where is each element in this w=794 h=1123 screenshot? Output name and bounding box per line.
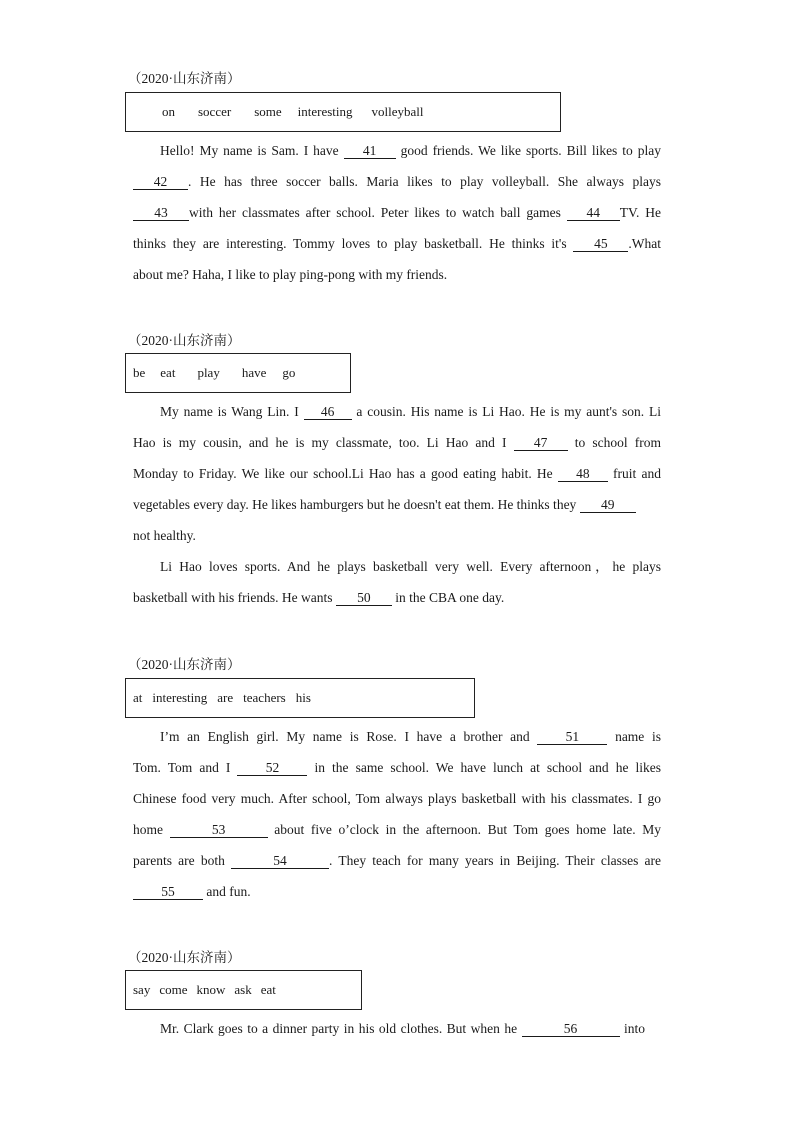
word-bank-item: know: [196, 982, 226, 997]
answer-blank-46[interactable]: 46: [304, 404, 352, 420]
passage-line: [133, 197, 661, 228]
word-bank-item: volleyball: [371, 104, 424, 119]
passage-line: [133, 259, 661, 290]
passage-text-run: . He has three soccer balls. Maria likes to play volleyball. She always plays: [188, 174, 661, 189]
passage-text-run: home: [133, 822, 170, 837]
passage-text-run: and fun.: [203, 884, 251, 899]
passage-text-run: TV. He: [619, 205, 661, 220]
passage-text-run: Tom. Tom and I: [133, 760, 238, 775]
source-label: （2020·山东济南）: [128, 71, 241, 86]
answer-blank-43[interactable]: 43: [133, 205, 189, 221]
passage-line: [133, 752, 661, 783]
passage-text: [133, 1013, 645, 1044]
passage-line: [133, 228, 661, 259]
passage-text-run: Mr. Clark goes to a dinner party in his old clothes. But when he: [160, 1021, 522, 1036]
answer-blank-48[interactable]: 48: [558, 466, 608, 482]
passage-text-run: .What: [628, 236, 661, 251]
passage-text-run: not healthy.: [133, 528, 196, 543]
passage-text-run: in the same school. We have lunch at school and he likes: [307, 760, 661, 775]
answer-blank-50[interactable]: 50: [336, 590, 392, 606]
passage-text-run: Hello! My name is Sam. I have: [160, 143, 344, 158]
answer-blank-44[interactable]: 44: [567, 205, 620, 221]
passage-text-run: parents are both: [133, 853, 232, 868]
passage-text: [133, 396, 661, 613]
answer-blank-52[interactable]: 52: [237, 760, 307, 776]
passage-line: [133, 1013, 645, 1044]
word-bank-item: have: [241, 365, 267, 380]
word-bank-item: interesting: [152, 690, 208, 705]
passage-text-run: My name is Wang Lin. I: [160, 404, 304, 419]
word-bank-item: ask: [234, 982, 252, 997]
passage-text-run: vegetables every day. He likes hamburgers but he doesn't eat them. He thinks they: [133, 497, 580, 512]
passage-text-run: I’m an English girl. My name is Rose. I have a brother and: [160, 729, 538, 744]
passage-line: [133, 520, 661, 551]
answer-blank-51[interactable]: 51: [537, 729, 607, 745]
word-bank-box: [125, 353, 351, 393]
passage-line: [133, 814, 661, 845]
word-bank-item: eat: [260, 982, 276, 997]
word-bank-item: interesting: [297, 104, 353, 119]
passage-text-run: thinks they are interesting. Tommy loves to play basketball. He thinks it's: [133, 236, 574, 251]
word-bank-item: at: [133, 690, 143, 705]
word-bank-item: eat: [160, 365, 176, 380]
word-bank-item: come: [159, 982, 188, 997]
passage-text-run: to school from: [567, 435, 662, 450]
answer-blank-55[interactable]: 55: [133, 884, 203, 900]
passage-text-run: in the CBA one day.: [391, 590, 505, 605]
passage-line: [133, 721, 661, 752]
passage-line: [133, 876, 661, 907]
passage-text-run: . They teach for many years in Beijing. Their classes are: [329, 853, 661, 868]
answer-blank-42[interactable]: 42: [133, 174, 188, 190]
answer-blank-47[interactable]: 47: [514, 435, 568, 451]
passage-line: [133, 166, 661, 197]
passage-text-run: into: [619, 1021, 645, 1036]
passage-text-run: basketball with his friends. He wants: [133, 590, 336, 605]
word-bank-item: some: [254, 104, 282, 119]
passage-text-run: Li Hao loves sports. And he plays basketball very well. Every afternoon，he plays: [160, 559, 661, 574]
passage-text-run: Monday to Friday. We like our school.Li Hao has a good eating habit. He: [133, 466, 558, 481]
word-bank-item: go: [282, 365, 296, 380]
passage-text: [133, 721, 661, 907]
word-bank-item: his: [295, 690, 311, 705]
word-bank-item: soccer: [198, 104, 232, 119]
answer-blank-45[interactable]: 45: [573, 236, 628, 252]
word-bank-item: teachers: [243, 690, 286, 705]
word-bank-box: [125, 678, 475, 718]
word-bank-item: are: [217, 690, 234, 705]
passage-text-run: fruit and: [607, 466, 661, 481]
word-bank-item: be: [133, 365, 146, 380]
passage-text-run: with her classmates after school. Peter likes to watch ball games: [189, 205, 567, 220]
word-bank-box: [125, 970, 362, 1010]
passage-line: [133, 396, 661, 427]
passage-line: [133, 783, 661, 814]
answer-blank-54[interactable]: 54: [231, 853, 329, 869]
answer-blank-53[interactable]: 53: [170, 822, 268, 838]
word-bank-item: on: [162, 104, 175, 119]
source-label: （2020·山东济南）: [128, 333, 241, 348]
word-bank-item: say: [133, 982, 151, 997]
passage-text-run: about me? Haha, I like to play ping-pong with my friends.: [133, 267, 448, 282]
word-bank-item: play: [197, 365, 220, 380]
answer-blank-49[interactable]: 49: [580, 497, 636, 513]
passage-text-run: name is: [607, 729, 661, 744]
passage-text-run: Hao is my cousin, and he is my classmate, too. Li Hao and I: [133, 435, 514, 450]
passage-line: [133, 135, 661, 166]
passage-line: [133, 551, 661, 582]
answer-blank-41[interactable]: 41: [344, 143, 396, 159]
passage-text-run: a cousin. His name is Li Hao. He is my aunt's son. Li: [351, 404, 661, 419]
passage-line: [133, 458, 661, 489]
passage-line: [133, 845, 661, 876]
passage-text-run: about five o’clock in the afternoon. But Tom goes home late. My: [267, 822, 661, 837]
answer-blank-56[interactable]: 56: [522, 1021, 620, 1037]
passage-text: [133, 135, 661, 290]
word-bank-box: [125, 92, 561, 132]
passage-text-run: Chinese food very much. After school, Tom always plays basketball with his classmates. I go: [133, 791, 661, 806]
passage-line: [133, 582, 661, 613]
source-label: （2020·山东济南）: [128, 657, 241, 672]
passage-line: [133, 489, 661, 520]
passage-line: [133, 427, 661, 458]
source-label: （2020·山东济南）: [128, 950, 241, 965]
passage-text-run: good friends. We like sports. Bill likes to play: [395, 143, 661, 158]
